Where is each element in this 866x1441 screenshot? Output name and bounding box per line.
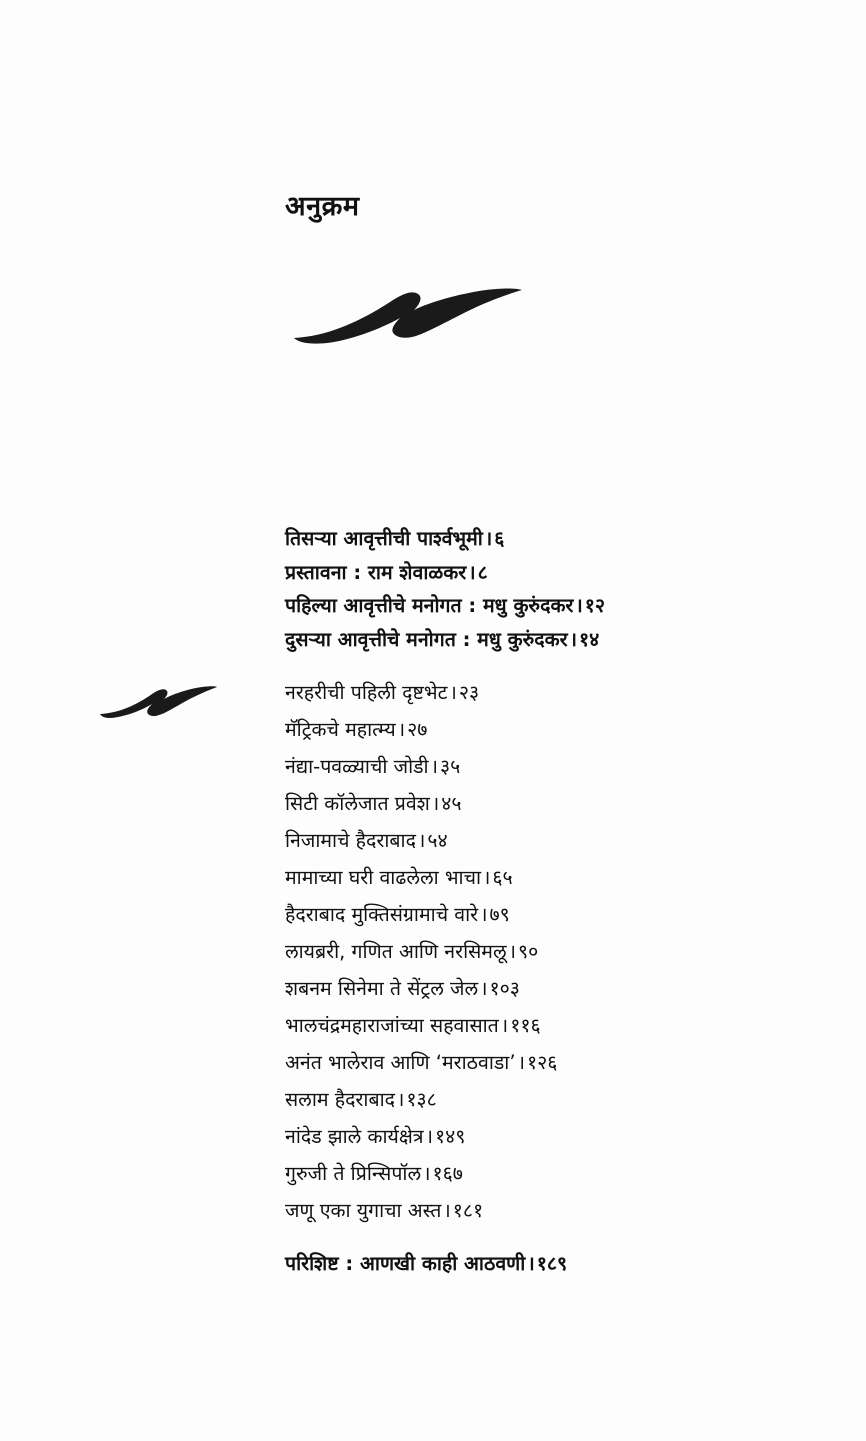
bird-icon: [290, 280, 525, 355]
toc-entry-label: नरहरीची पहिली दृष्टभेट: [285, 681, 448, 704]
toc-entry-page: १०३: [489, 977, 520, 1000]
toc-separator: ।: [468, 560, 476, 584]
toc-entry-page: २३: [458, 681, 480, 704]
toc-entry-page: ६: [494, 527, 505, 550]
list-item[interactable]: [285, 822, 805, 859]
toc-separator: ।: [397, 718, 406, 741]
list-item[interactable]: [285, 556, 805, 590]
list-item[interactable]: [285, 896, 805, 933]
list-item[interactable]: [285, 748, 805, 785]
toc-entry-label: निजामाचे हैदराबाद: [285, 829, 416, 852]
page-title: अनुक्रम: [285, 191, 360, 222]
toc-entry-label: परिशिष्ट : आणखी काही आठवणी: [285, 1252, 526, 1275]
toc-entry-page: १६७: [432, 1162, 463, 1185]
list-item[interactable]: [285, 1007, 805, 1044]
toc-separator: ।: [449, 681, 457, 704]
list-item[interactable]: [285, 933, 805, 970]
list-item[interactable]: [285, 1081, 805, 1118]
toc-entry-label: मॅट्रिकचे महात्म्य: [285, 718, 396, 741]
list-item[interactable]: [285, 1118, 805, 1155]
toc-entry-label: जणू एका युगाचा अस्त: [285, 1199, 442, 1222]
toc-entry-label: हैदराबाद मुक्तिसंग्रामाचे वारे: [285, 903, 479, 926]
toc-entry-label: शबनम सिनेमा ते सेंट्रल जेल: [285, 977, 479, 1000]
toc-entry-label: दुसऱ्या आवृत्तीचे मनोगत : मधु कुरुंदकर: [285, 627, 568, 651]
toc-separator: ।: [483, 866, 491, 889]
toc-entry-label: लायब्ररी, गणित आणि नरसिमलू: [285, 940, 507, 963]
toc-entry-label: गुरुजी ते प्रिन्सिपॉल: [285, 1162, 422, 1185]
toc-separator: ।: [569, 627, 577, 651]
toc-separator: ।: [423, 1162, 431, 1185]
list-item[interactable]: [285, 1155, 805, 1192]
toc-separator: ।: [527, 1252, 535, 1275]
list-item[interactable]: [285, 711, 805, 748]
toc-entry-label: मामाच्या घरी वाढलेला भाचा: [285, 866, 482, 889]
toc-entry-page: २७: [407, 718, 428, 741]
front-matter-group: [285, 522, 805, 656]
toc-separator: ।: [430, 755, 439, 778]
list-item[interactable]: [285, 1247, 805, 1281]
toc-entry-label: नंद्या-पवळ्याची जोडी: [285, 755, 429, 778]
toc-entry-page: १८१: [452, 1199, 484, 1222]
toc-separator: ।: [397, 1088, 405, 1111]
toc-separator: ।: [425, 1125, 433, 1148]
toc-separator: ।: [417, 829, 426, 852]
toc-entry-page: ४५: [441, 792, 462, 815]
toc-separator: ।: [443, 1199, 451, 1222]
toc-entry-page: १४: [578, 627, 600, 651]
toc-entry-label: नांदेड झाले कार्यक्षेत्र: [285, 1125, 424, 1148]
list-item[interactable]: [285, 589, 805, 623]
toc-separator: ।: [480, 903, 488, 926]
toc-entry-label: तिसऱ्या आवृत्तीची पार्श्वभूमी: [285, 527, 483, 550]
toc-entry-page: १२६: [526, 1051, 558, 1074]
toc-entry-label: भालचंद्रमहाराजांच्या सहवासात: [285, 1014, 499, 1037]
toc-separator: ।: [484, 527, 493, 550]
list-item[interactable]: [285, 970, 805, 1007]
toc-separator: ।: [480, 977, 488, 1000]
list-item[interactable]: [285, 1044, 805, 1081]
list-item[interactable]: [285, 859, 805, 896]
list-item[interactable]: [285, 785, 805, 822]
list-item[interactable]: [285, 674, 805, 711]
toc-separator: ।: [431, 792, 440, 815]
toc-entry-label: सिटी कॉलेजात प्रवेश: [285, 792, 430, 815]
bird-icon: [98, 680, 218, 730]
toc-separator: ।: [500, 1014, 509, 1037]
appendix-group: [285, 1247, 805, 1281]
toc-entry-page: ११६: [510, 1014, 541, 1037]
toc-entry-page: १४९: [434, 1125, 466, 1148]
toc-separator: ।: [508, 940, 516, 963]
toc-entry-label: अनंत भालेराव आणि ‘मराठवाडा’: [285, 1051, 516, 1074]
list-item[interactable]: [285, 623, 805, 657]
toc-entry-page: ९०: [517, 940, 539, 963]
toc-entry-page: ७९: [489, 903, 510, 926]
list-item[interactable]: [285, 1192, 805, 1229]
table-of-contents: [285, 522, 805, 1281]
toc-entry-page: १८९: [536, 1252, 568, 1275]
list-item[interactable]: [285, 522, 805, 556]
toc-entry-label: प्रस्तावना : राम शेवाळकर: [285, 560, 467, 584]
toc-entry-page: ८: [477, 560, 488, 584]
toc-entry-page: १३८: [406, 1088, 437, 1111]
toc-entry-label: सलाम हैदराबाद: [285, 1088, 395, 1111]
toc-entry-page: ३५: [440, 755, 461, 778]
toc-separator: ।: [517, 1051, 525, 1074]
chapter-group: [285, 674, 805, 1229]
toc-entry-page: ६५: [492, 866, 513, 889]
toc-entry-page: ५४: [427, 829, 448, 852]
toc-entry-page: १२: [584, 594, 606, 617]
toc-separator: ।: [575, 594, 583, 617]
toc-entry-label: पहिल्या आवृत्तीचे मनोगत : मधु कुरुंदकर: [285, 594, 574, 617]
